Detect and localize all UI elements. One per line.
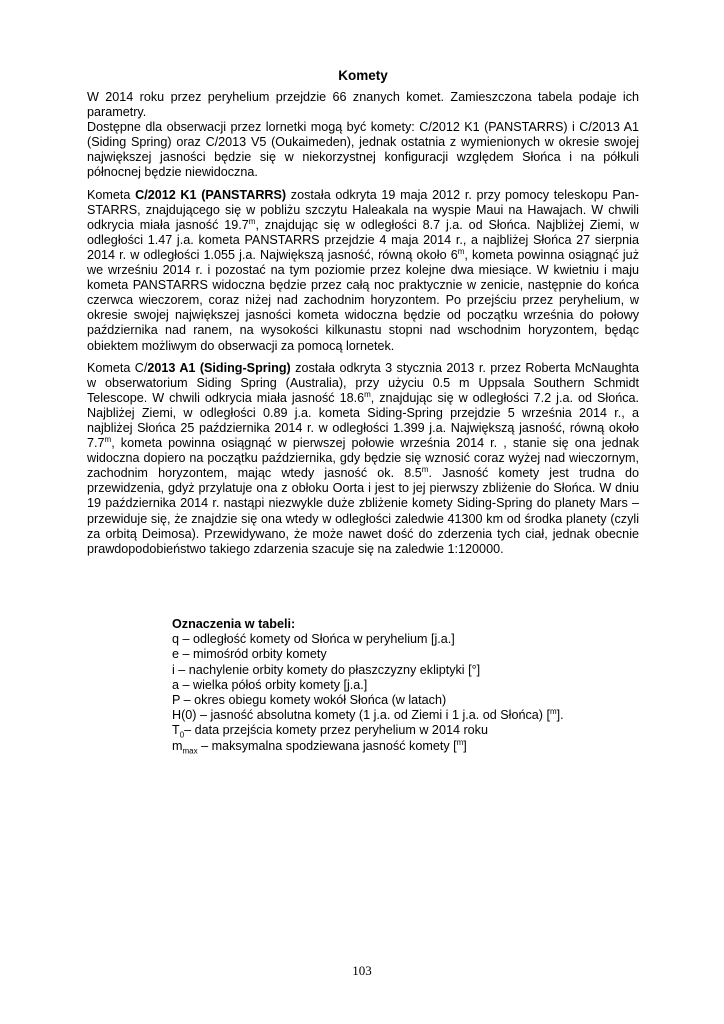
intro-paragraph-2: Dostępne dla obserwacji przez lornetki mogą być komety: C/2012 K1 (PANSTARRS) i C/2013 A1 (Siding Spring) oraz C/2013 V5 (Oukaimeden), jednak ostatnia z wymienionych w okresie swojej największej jasności będzie się w niekorzystnej konfiguracji względem Słońca i na półkuli północnej będzie niewidoczna.	[87, 120, 639, 180]
intro-paragraph-1: W 2014 roku przez peryhelium przejdzie 66 znanych komet. Zamieszczona tabela podaje ich parametry.	[87, 90, 639, 120]
legend-t0-text: – data przejścia komety przez peryhelium w 2014 roku	[184, 723, 488, 738]
magnitude-sup: m	[457, 246, 465, 256]
legend-mmax	[172, 739, 632, 754]
legend-mmax-sub: max	[182, 746, 198, 756]
legend-mmax-close: ]	[463, 738, 467, 753]
legend-mmax-text: – maksymalna spodziewana jasność komety [	[197, 738, 457, 753]
legend-a: a – wielka półoś orbity komety [j.a.]	[172, 677, 368, 692]
legend-i: i – nachylenie orbity komety do płaszczyzny ekliptyki [°]	[172, 662, 481, 677]
magnitude-sup: m	[248, 216, 256, 226]
magnitude-sup: m	[550, 707, 557, 717]
legend-h0-close: ].	[556, 708, 564, 723]
magnitude-sup: m	[456, 737, 464, 747]
legend-p: P – okres obiegu komety wokół Słońca (w latach)	[172, 693, 447, 708]
siding-text-4: . Jasność komety jest trudna do przewidzenia, gdyż przylatuje ona z obłoku Oorta i jest to jej pierwszy zbliżenie do Słońca. W dniu 19 października 2014 r. nastąpi niezwykle duże zbliżenie komety Siding-Spring do planety Mars – przewiduje się, że znajdzie się ona wtedy w odległości zaledwie 41300 km od środka planety (czyli za orbitą Deimosa). Przewidywano, że może nawet dość do zderzenia tych ciał, jednak obecnie prawdopodobieństwo takiego zdarzenia szacuje się na zaledwie 1:120000.	[87, 466, 639, 556]
magnitude-sup: m	[421, 465, 429, 475]
legend-heading: Oznaczenia w tabeli:	[172, 617, 296, 631]
panstarrs-name: C/2012 K1 (PANSTARRS)	[135, 187, 287, 202]
siding-spring-paragraph	[87, 361, 639, 557]
panstarrs-text-1: została odkryta 19 maja 2012 r. przy pomocy teleskopu Pan-STARRS, znajdującego się w pobliżu szczytu Haleakala na wyspie Maui na Hawajach. W chwili odkrycia miała jasność 19.7	[87, 187, 640, 232]
siding-text-3: , kometa powinna osiągnąć w pierwszej połowie września 2014 r. , stanie się ona jednak widoczna dopiero na początku października, gdy będzie się wznosić coraz wyżej nad wieczornym, zachodnim horyzontem, mając wtedy jasność ok. 8.5	[87, 436, 639, 481]
legend-mmax-symbol: m	[172, 738, 183, 753]
siding-name: 2013 A1 (Siding-Spring)	[147, 360, 291, 375]
panstarrs-text-3: , kometa powinna osiągnąć już we wrześniu 2014 r. i pozostać na tym poziomie przez kolejne dwa miesiące. W kwietniu i maju kometa PANSTARRS widoczna będzie przez całą noc praktycznie w zenicie, następnie do końca czerwca wieczorem, coraz niżej nad zachodnim horyzontem. Po przejściu przez peryhelium, w okresie swojej największej jasności kometa widoczna będzie od początku września do połowy października nad ranem, na wysokości kilkunastu stopni nad wschodnim horyzontem, będąc obiektem możliwym do obserwacji za pomocą lornetek.	[87, 247, 639, 353]
document-page	[87, 68, 639, 557]
legend-h0-text: H(0) – jasność absolutna komety (1 j.a. od Ziemi i 1 j.a. od Słońca) [	[172, 708, 550, 723]
legend-t0-symbol: T	[172, 723, 180, 738]
magnitude-sup: m	[364, 389, 371, 399]
magnitude-sup: m	[104, 434, 112, 444]
siding-text-1: została odkryta 3 stycznia 2013 r. przez Roberta McNaughta w obserwatorium Siding Spring (Australia), przy użyciu 0.5 m Uppsala Southern Schmidt Telescope. W chwili odkrycia miała jasność 18.6	[87, 360, 639, 405]
page-number: 103	[352, 963, 372, 978]
legend-h0	[172, 708, 632, 723]
panstarrs-text-2: , znajdując się w odległości 8.7 j.a. od Słońca. Najbliżej Ziemi, w odległości 1.47 j.a. kometa PANSTARRS przejdzie 4 maja 2014 r., a najbliżej Słońca 27 sierpnia 2014 r. w odległości 1.055 j.a. Największą jasność, równą około 6	[87, 217, 639, 262]
siding-text-2: , znajdując się w odległości 7.2 j.a. od Słońca. Najbliżej Ziemi, w odległości 0.89 j.a. kometa Siding-Spring przejdzie 5 września 2014 r., a najbliżej Słońca 25 października 2014 r. w odległości 1.399 j.a. Największą jasność, równą około 7.7	[87, 390, 639, 451]
legend-t0-sub: 0	[179, 730, 185, 740]
legend-q: q – odległość komety od Słońca w peryhelium [j.a.]	[172, 632, 455, 647]
siding-lead: Kometa C/	[87, 360, 148, 375]
legend-e: e – mimośród orbity komety	[172, 647, 327, 662]
page-title: Komety	[338, 68, 388, 83]
legend-t0	[172, 723, 632, 738]
panstarrs-lead: Kometa	[87, 187, 136, 202]
panstarrs-paragraph	[87, 188, 639, 354]
table-legend	[172, 617, 632, 754]
